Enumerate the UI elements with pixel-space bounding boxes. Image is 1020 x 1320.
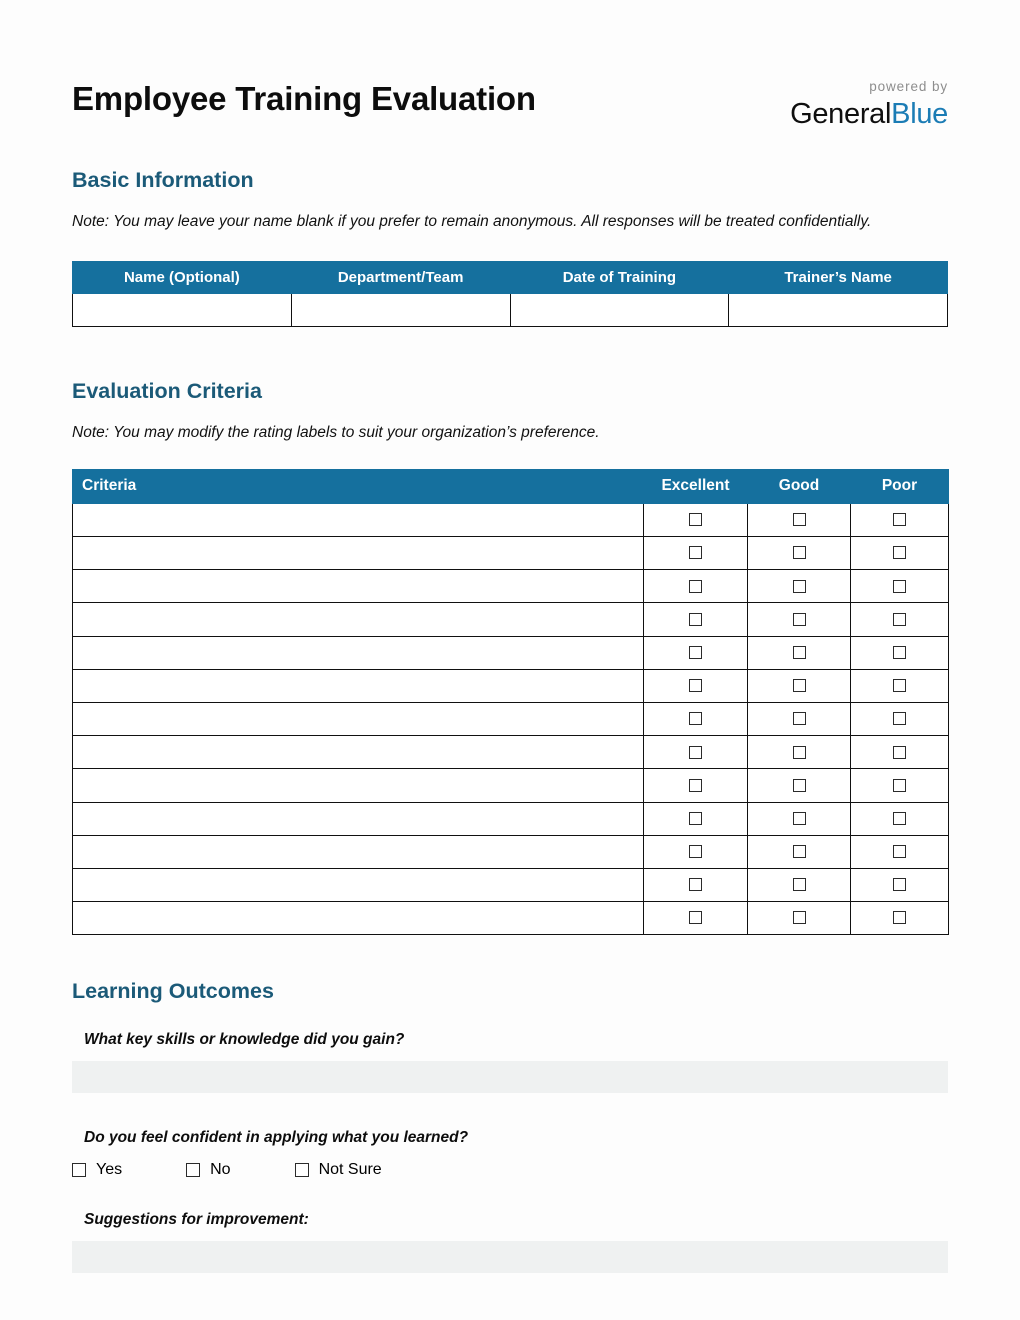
table-row [73,503,949,536]
criteria-input-cell[interactable] [73,769,644,802]
checkbox-poor-icon[interactable] [893,911,906,924]
section-heading-basic-information: Basic Information [72,168,254,192]
evaluation-criteria-table [72,469,949,935]
checkbox-excellent-icon[interactable] [689,513,702,526]
confidence-option-no[interactable] [186,1161,230,1179]
basic-information-table [72,261,948,327]
rating-cell-poor[interactable] [851,769,949,802]
table-row [73,537,949,570]
checkbox-poor-icon[interactable] [893,812,906,825]
table-row [73,636,949,669]
rating-cell-poor[interactable] [851,902,949,935]
confidence-option-label: Not Sure [318,1161,382,1179]
criteria-input-cell[interactable] [73,702,644,735]
checkbox-excellent-icon[interactable] [689,812,702,825]
rating-cell-good[interactable] [748,669,851,702]
table-row [73,868,949,901]
criteria-input-cell[interactable] [73,868,644,901]
rating-cell-excellent[interactable] [644,802,748,835]
checkbox-good-icon[interactable] [793,646,806,659]
criteria-input-cell[interactable] [73,736,644,769]
checkbox-poor-icon[interactable] [893,712,906,725]
checkbox-excellent-icon[interactable] [689,746,702,759]
checkbox-good-icon[interactable] [793,513,806,526]
rating-cell-excellent[interactable] [644,636,748,669]
question-key-skills: What key skills or knowledge did you gain? [84,1031,405,1049]
checkbox-poor-icon[interactable] [893,845,906,858]
rating-cell-excellent[interactable] [644,736,748,769]
column-header-excellent: Excellent [644,469,748,503]
table-row [73,902,949,935]
checkbox-excellent-icon[interactable] [689,779,702,792]
document-header [72,72,948,168]
rating-cell-excellent[interactable] [644,868,748,901]
checkbox-poor-icon[interactable] [893,580,906,593]
rating-cell-good[interactable] [748,503,851,536]
checkbox-good-icon[interactable] [793,746,806,759]
checkbox-good-icon[interactable] [793,779,806,792]
checkbox-excellent-icon[interactable] [689,845,702,858]
evaluation-criteria-body [73,503,949,934]
rating-cell-good[interactable] [748,537,851,570]
rating-cell-excellent[interactable] [644,769,748,802]
checkbox-good-icon[interactable] [793,812,806,825]
checkbox-excellent-icon[interactable] [689,546,702,559]
column-header-date-of-training: Date of Training [510,261,729,293]
evaluation-criteria-note: Note: You may modify the rating labels to suit your organization’s preference. [72,423,600,441]
checkbox-good-icon[interactable] [793,679,806,692]
confidence-option-label: No [210,1161,231,1179]
criteria-input-cell[interactable] [73,636,644,669]
rating-cell-excellent[interactable] [644,835,748,868]
checkbox-poor-icon[interactable] [893,679,906,692]
rating-cell-excellent[interactable] [644,570,748,603]
rating-cell-excellent[interactable] [644,503,748,536]
rating-cell-good[interactable] [748,868,851,901]
confidence-option-not-sure[interactable] [295,1161,382,1179]
rating-cell-good[interactable] [748,902,851,935]
rating-cell-good[interactable] [748,636,851,669]
table-row [73,769,949,802]
brand-name-general: General [790,97,892,130]
column-header-trainers-name: Trainer’s Name [729,261,948,293]
checkbox-poor-icon[interactable] [893,646,906,659]
rating-cell-poor[interactable] [851,868,949,901]
criteria-input-cell[interactable] [73,669,644,702]
checkbox-excellent-icon[interactable] [689,646,702,659]
checkbox-good-icon[interactable] [793,911,806,924]
column-header-department: Department/Team [291,261,510,293]
criteria-input-cell[interactable] [73,503,644,536]
brand-name [790,97,948,130]
rating-cell-poor[interactable] [851,570,949,603]
answer-box-key-skills[interactable] [72,1061,948,1093]
table-row [73,835,949,868]
checkbox-poor-icon[interactable] [893,613,906,626]
rating-cell-good[interactable] [748,802,851,835]
checkbox-good-icon[interactable] [793,712,806,725]
section-heading-learning-outcomes: Learning Outcomes [72,979,274,1004]
confidence-option-group [72,1161,948,1179]
checkbox-poor-icon[interactable] [893,546,906,559]
checkbox-good-icon[interactable] [793,613,806,626]
input-cell-trainers-name[interactable] [729,293,948,326]
checkbox-excellent-icon[interactable] [689,613,702,626]
confidence-option-label: Yes [96,1161,123,1179]
brand-logo [790,80,948,129]
checkbox-good-icon[interactable] [793,546,806,559]
column-header-good: Good [748,469,851,503]
rating-cell-good[interactable] [748,835,851,868]
question-suggestions: Suggestions for improvement: [84,1211,309,1229]
column-header-name: Name (Optional) [73,261,292,293]
rating-cell-poor[interactable] [851,503,949,536]
rating-cell-poor[interactable] [851,835,949,868]
rating-cell-poor[interactable] [851,736,949,769]
table-header-row [73,469,949,503]
checkbox-good-icon[interactable] [793,845,806,858]
rating-cell-excellent[interactable] [644,669,748,702]
rating-cell-excellent[interactable] [644,902,748,935]
checkbox-excellent-icon[interactable] [689,878,702,891]
rating-cell-good[interactable] [748,570,851,603]
table-row [73,802,949,835]
table-row [73,603,949,636]
answer-box-suggestions[interactable] [72,1241,948,1273]
table-row [73,736,949,769]
column-header-poor: Poor [851,469,949,503]
checkbox-poor-icon[interactable] [893,878,906,891]
question-confidence: Do you feel confident in applying what you learned? [84,1129,469,1147]
criteria-input-cell[interactable] [73,537,644,570]
input-cell-department[interactable] [291,293,510,326]
checkbox-icon[interactable] [72,1163,86,1177]
criteria-input-cell[interactable] [73,835,644,868]
table-row [73,669,949,702]
brand-name-blue: Blue [891,97,948,130]
criteria-input-cell[interactable] [73,902,644,935]
rating-cell-poor[interactable] [851,537,949,570]
criteria-input-cell[interactable] [73,802,644,835]
checkbox-good-icon[interactable] [793,878,806,891]
section-heading-evaluation-criteria: Evaluation Criteria [72,378,262,403]
checkbox-excellent-icon[interactable] [689,679,702,692]
rating-cell-poor[interactable] [851,802,949,835]
rating-cell-poor[interactable] [851,603,949,636]
page-title: Employee Training Evaluation [72,80,536,117]
criteria-input-cell[interactable] [73,603,644,636]
rating-cell-poor[interactable] [851,669,949,702]
basic-information-note: Note: You may leave your name blank if you prefer to remain anonymous. All responses will be treated confidentially. [72,212,872,230]
checkbox-excellent-icon[interactable] [689,911,702,924]
checkbox-icon[interactable] [295,1163,309,1177]
checkbox-icon[interactable] [186,1163,200,1177]
table-row [73,570,949,603]
table-row [73,702,949,735]
brand-powered-by-label: powered by [869,79,948,94]
checkbox-good-icon[interactable] [793,580,806,593]
checkbox-poor-icon[interactable] [893,779,906,792]
criteria-input-cell[interactable] [73,570,644,603]
rating-cell-good[interactable] [748,736,851,769]
rating-cell-poor[interactable] [851,636,949,669]
rating-cell-good[interactable] [748,603,851,636]
checkbox-poor-icon[interactable] [893,746,906,759]
table-row [73,293,948,326]
input-cell-date-of-training[interactable] [510,293,729,326]
checkbox-excellent-icon[interactable] [689,712,702,725]
rating-cell-poor[interactable] [851,702,949,735]
checkbox-excellent-icon[interactable] [689,580,702,593]
page-content [72,0,948,1273]
checkbox-poor-icon[interactable] [893,513,906,526]
confidence-option-yes[interactable] [72,1161,122,1179]
rating-cell-good[interactable] [748,702,851,735]
rating-cell-good[interactable] [748,769,851,802]
column-header-criteria: Criteria [73,469,644,503]
table-header-row [73,261,948,293]
input-cell-name[interactable] [73,293,292,326]
rating-cell-excellent[interactable] [644,702,748,735]
rating-cell-excellent[interactable] [644,603,748,636]
rating-cell-excellent[interactable] [644,537,748,570]
